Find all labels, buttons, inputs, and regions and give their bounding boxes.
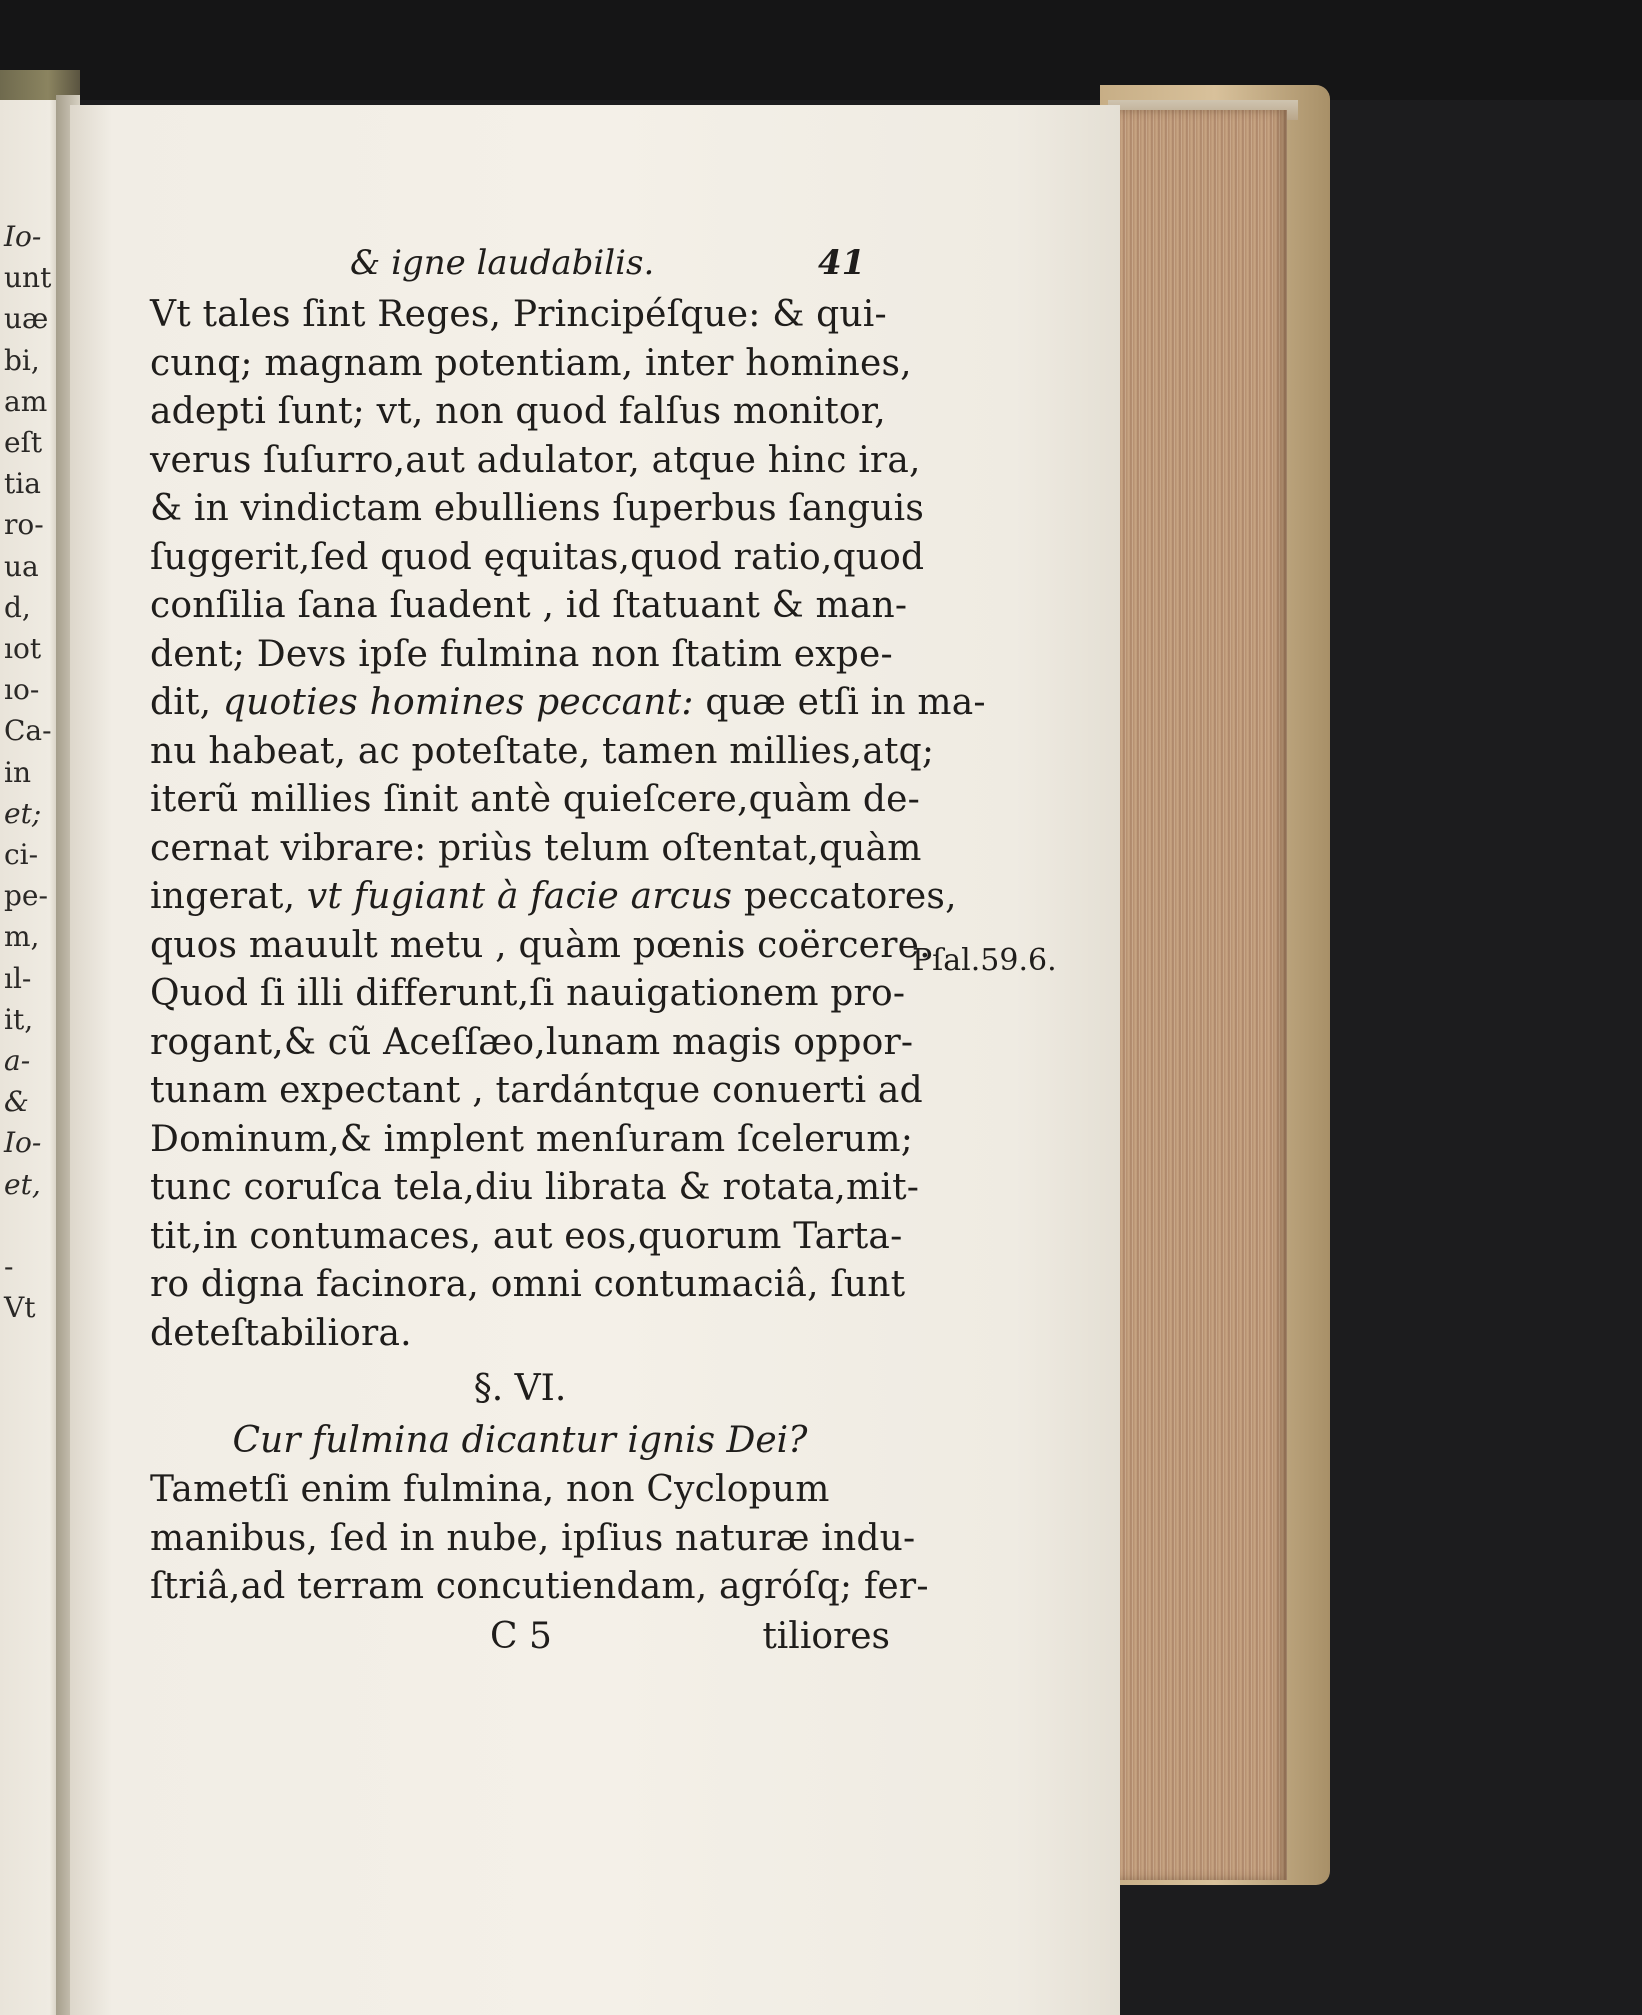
- text-run: Quod ſi illi differunt,ſi nauigationem pro-: [150, 973, 906, 1014]
- left-page-fragment: Ca-: [4, 714, 52, 748]
- text-line: [150, 485, 924, 534]
- left-page-fragment: ci-: [4, 838, 39, 871]
- left-page-fragment: in: [4, 755, 31, 789]
- text-run: cernat vibrare: priùs telum oſtentat,quàm: [150, 827, 922, 869]
- left-page-fragment: &: [4, 1085, 29, 1119]
- left-page-fragment: ıot: [4, 632, 42, 665]
- text-run: quos mauult metu , quàm pœnis coërcere.: [150, 924, 931, 966]
- catchword: tiliores: [762, 1615, 890, 1657]
- text-run: tunc coruſca tela,diu librata & rotata,mit-: [150, 1167, 920, 1208]
- text-run: dent; Devs ipſe fulmina non ſtatim expe-: [150, 633, 893, 675]
- left-page-fragment: -: [4, 1250, 14, 1283]
- left-page-fragment: it,: [4, 1002, 34, 1036]
- text-line: Tametſi enim fulmina, non Cyclopum: [150, 1469, 830, 1510]
- text-run: tunam expectant , tardántque conuerti ad: [150, 1070, 923, 1111]
- text-line: [150, 1164, 920, 1213]
- left-page-fragment: Io-: [4, 220, 42, 253]
- page-footer: [150, 1612, 890, 1662]
- text-run: rogant,& cũ Aceſſæo,lunam magis oppor-: [150, 1021, 914, 1063]
- text-line: manibus, ſed in nube, ipſius naturæ indu-: [150, 1517, 916, 1559]
- text-run: verus ſuſurro,aut adulator, atque hinc ira,: [150, 439, 921, 481]
- page-header: [150, 243, 890, 291]
- left-page-fragment: pe-: [4, 879, 48, 913]
- text-line: [150, 825, 922, 874]
- text-run: iterũ millies ſinit antè quieſcere,quàm de-: [150, 779, 921, 820]
- left-page-fragment: m,: [4, 920, 40, 954]
- left-page-fragment: ro-: [4, 508, 44, 542]
- page-number: 41: [818, 243, 866, 283]
- section-title: Cur fulmina dicantur ignis Dei?: [232, 1420, 808, 1461]
- text-line: [150, 679, 986, 728]
- text-line: [150, 388, 890, 437]
- signature-mark: C 5: [490, 1615, 552, 1657]
- text-line: [150, 1310, 890, 1359]
- text-run: adepti ſunt; vt, non quod falſus monitor,: [150, 391, 886, 432]
- text-line: [150, 922, 931, 971]
- running-head: & igne laudabilis.: [350, 243, 655, 283]
- left-page-fragment: ua: [4, 549, 39, 583]
- text-run: nu habeat, ac poteſtate, tamen millies,atq;: [150, 730, 935, 772]
- text-line: ſtriâ,ad terram concutiendam, agróſq; fer-: [150, 1566, 929, 1607]
- left-page-fragment: ıo-: [4, 673, 40, 707]
- section-number: §. VI.: [473, 1368, 567, 1409]
- text-line: [150, 1067, 923, 1116]
- text-line: [150, 1213, 903, 1262]
- text-line: [150, 631, 893, 680]
- text-run: tit,in contumaces, aut eos,quorum Tarta-: [150, 1215, 903, 1257]
- left-page-fragment: Vt: [4, 1291, 36, 1325]
- text-line: [150, 1019, 914, 1068]
- page-edges: [1112, 110, 1287, 1880]
- text-line: [150, 873, 957, 922]
- text-run: & in vindictam ebulliens ſuperbus ſanguis: [150, 488, 924, 529]
- text-run: quæ etſi in ma-: [693, 682, 986, 723]
- text-run: conſilia ſana ſuadent , id ſtatuant & man-: [150, 585, 908, 626]
- text-line: [150, 970, 906, 1019]
- left-page-fragment: uæ: [4, 302, 49, 336]
- left-page: [0, 100, 62, 2015]
- text-line: [150, 1116, 914, 1165]
- text-run: cunq; magnam potentiam, inter homines,: [150, 342, 912, 384]
- left-page-fragment: et,: [4, 1167, 41, 1201]
- left-page-fragment: d,: [4, 590, 31, 624]
- text-run: ſuggerit,ſed quod ęquitas,quod ratio,quod: [150, 536, 925, 578]
- text-run: peccatores,: [732, 876, 957, 917]
- left-page-fragment: ıl-: [4, 961, 32, 995]
- text-line: [150, 534, 925, 583]
- text-run: quoties homines peccant:: [222, 682, 694, 723]
- left-page-fragment: tia: [4, 467, 41, 501]
- text-line: [150, 776, 921, 825]
- left-page-fragment: Io-: [4, 1126, 42, 1160]
- text-run: deteſtabiliora.: [150, 1312, 412, 1354]
- text-run: ingerat,: [150, 876, 307, 917]
- background: [0, 0, 1642, 100]
- text-run: Vt tales ſint Reges, Principéſque: & qui-: [150, 294, 887, 335]
- left-page-fragment: a-: [4, 1044, 31, 1077]
- left-page-fragment: unt: [4, 261, 52, 295]
- left-page-fragment: eſt: [4, 426, 43, 459]
- text-line: [150, 728, 935, 777]
- text-line: [150, 1261, 906, 1310]
- section-text: [150, 1466, 929, 1612]
- left-page-fragment: am: [4, 384, 48, 418]
- left-page-fragment: et;: [4, 796, 42, 830]
- margin-note-citation: Pſal.59.6.: [912, 943, 1057, 978]
- text-run: vt fugiant à facie arcus: [306, 876, 733, 917]
- text-line: [150, 340, 912, 389]
- text-line: [150, 582, 908, 631]
- text-run: Dominum,& implent menſuram ſcelerum;: [150, 1118, 914, 1160]
- text-line: [150, 291, 890, 340]
- left-page-fragment: bi,: [4, 343, 40, 377]
- text-line: [150, 437, 921, 486]
- text-run: ro digna facinora, omni contumaciâ, ſunt: [150, 1264, 906, 1305]
- text-run: dit,: [150, 682, 223, 723]
